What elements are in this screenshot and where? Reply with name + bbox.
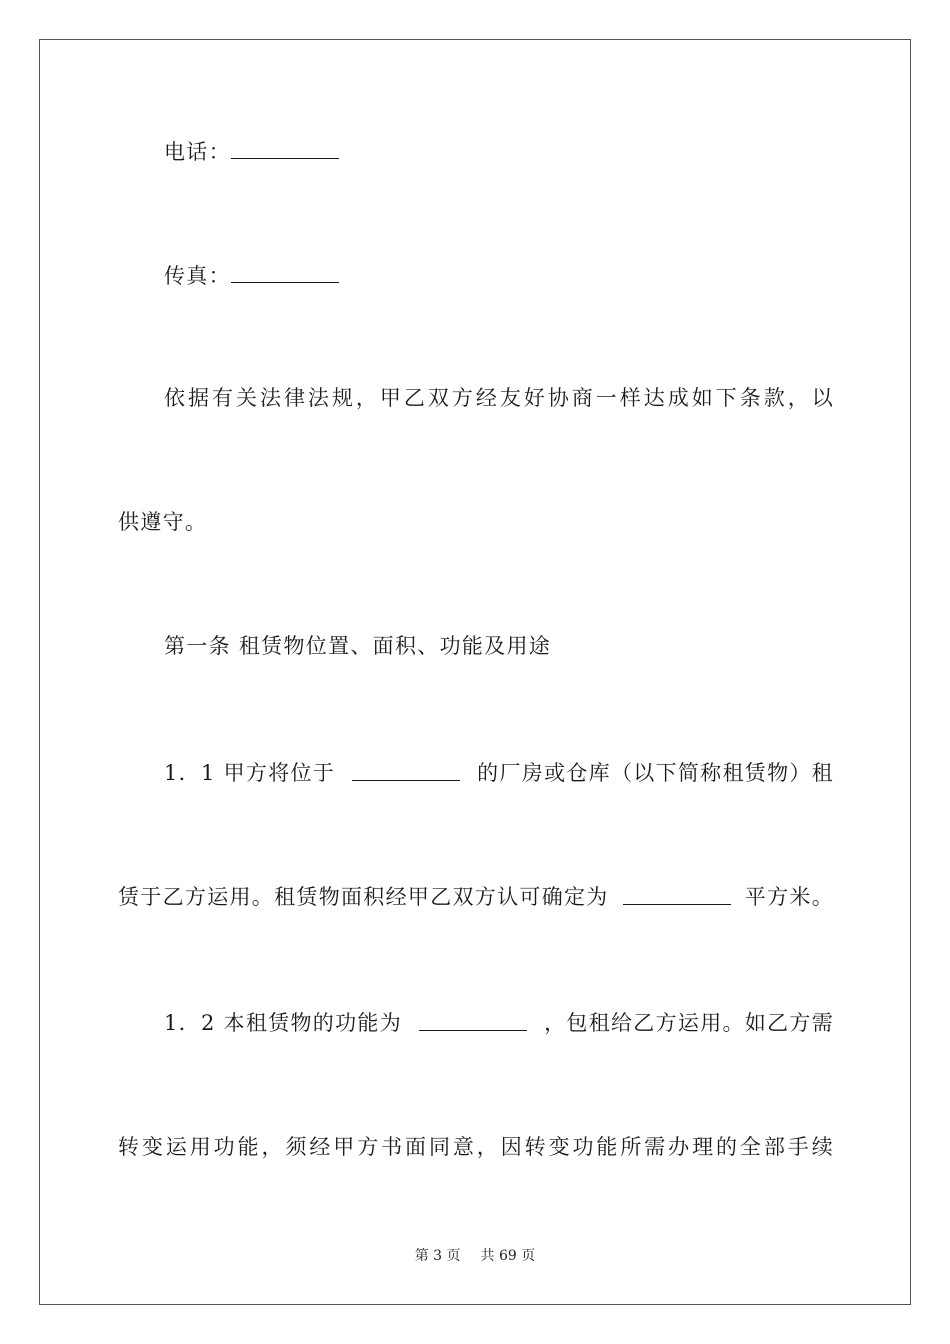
clause-1-2-text-pre: 1．2 本租赁物的功能为: [164, 1011, 402, 1035]
clause-1-1-text-pre: 1．1 甲方将位于: [164, 761, 336, 785]
clause-1-1-area-blank: [623, 882, 731, 905]
clause-1-1-line-1: [164, 758, 834, 788]
clause-1-1-text-2-post: 平方米。: [744, 885, 834, 909]
clause-1-2-line-1: [164, 1008, 834, 1038]
fax-line: [164, 260, 834, 291]
page-footer: [0, 1246, 950, 1266]
fax-label: 传真：: [164, 264, 231, 288]
page-total: 共 69 页: [480, 1248, 536, 1264]
paragraph-intro-line-1: [164, 383, 834, 413]
clause-1-1-text-post: 的厂房或仓库（以下简称租赁物）租: [477, 761, 834, 785]
clause-1-2-text-2: 转变运用功能，须经甲方书面同意，因转变功能所需办理的全部手续: [118, 1135, 834, 1159]
article-1-heading: [164, 631, 834, 661]
clause-1-2-text-post: ，包租给乙方运用。如乙方需: [544, 1011, 834, 1035]
phone-line: [164, 136, 834, 167]
clause-1-2-function-blank: [419, 1008, 527, 1031]
clause-1-1-text-2-pre: 赁于乙方运用。租赁物面积经甲乙双方认可确定为: [118, 885, 609, 909]
page-border: [39, 39, 911, 1305]
phone-blank: [231, 136, 339, 159]
clause-1-2-line-2: [118, 1132, 834, 1162]
clause-1-1-location-blank: [352, 758, 460, 781]
page-number: 第 3 页: [414, 1248, 461, 1264]
clause-1-1-line-2: [118, 882, 834, 912]
paragraph-intro-text-1: 依据有关法律法规，甲乙双方经友好协商一样达成如下条款，以: [164, 386, 834, 410]
fax-blank: [231, 260, 339, 283]
phone-label: 电话：: [164, 140, 231, 164]
paragraph-intro-line-2: [118, 507, 834, 537]
paragraph-intro-text-2: 供遵守。: [118, 510, 208, 534]
article-1-heading-text: 第一条 租赁物位置、面积、功能及用途: [164, 634, 552, 658]
